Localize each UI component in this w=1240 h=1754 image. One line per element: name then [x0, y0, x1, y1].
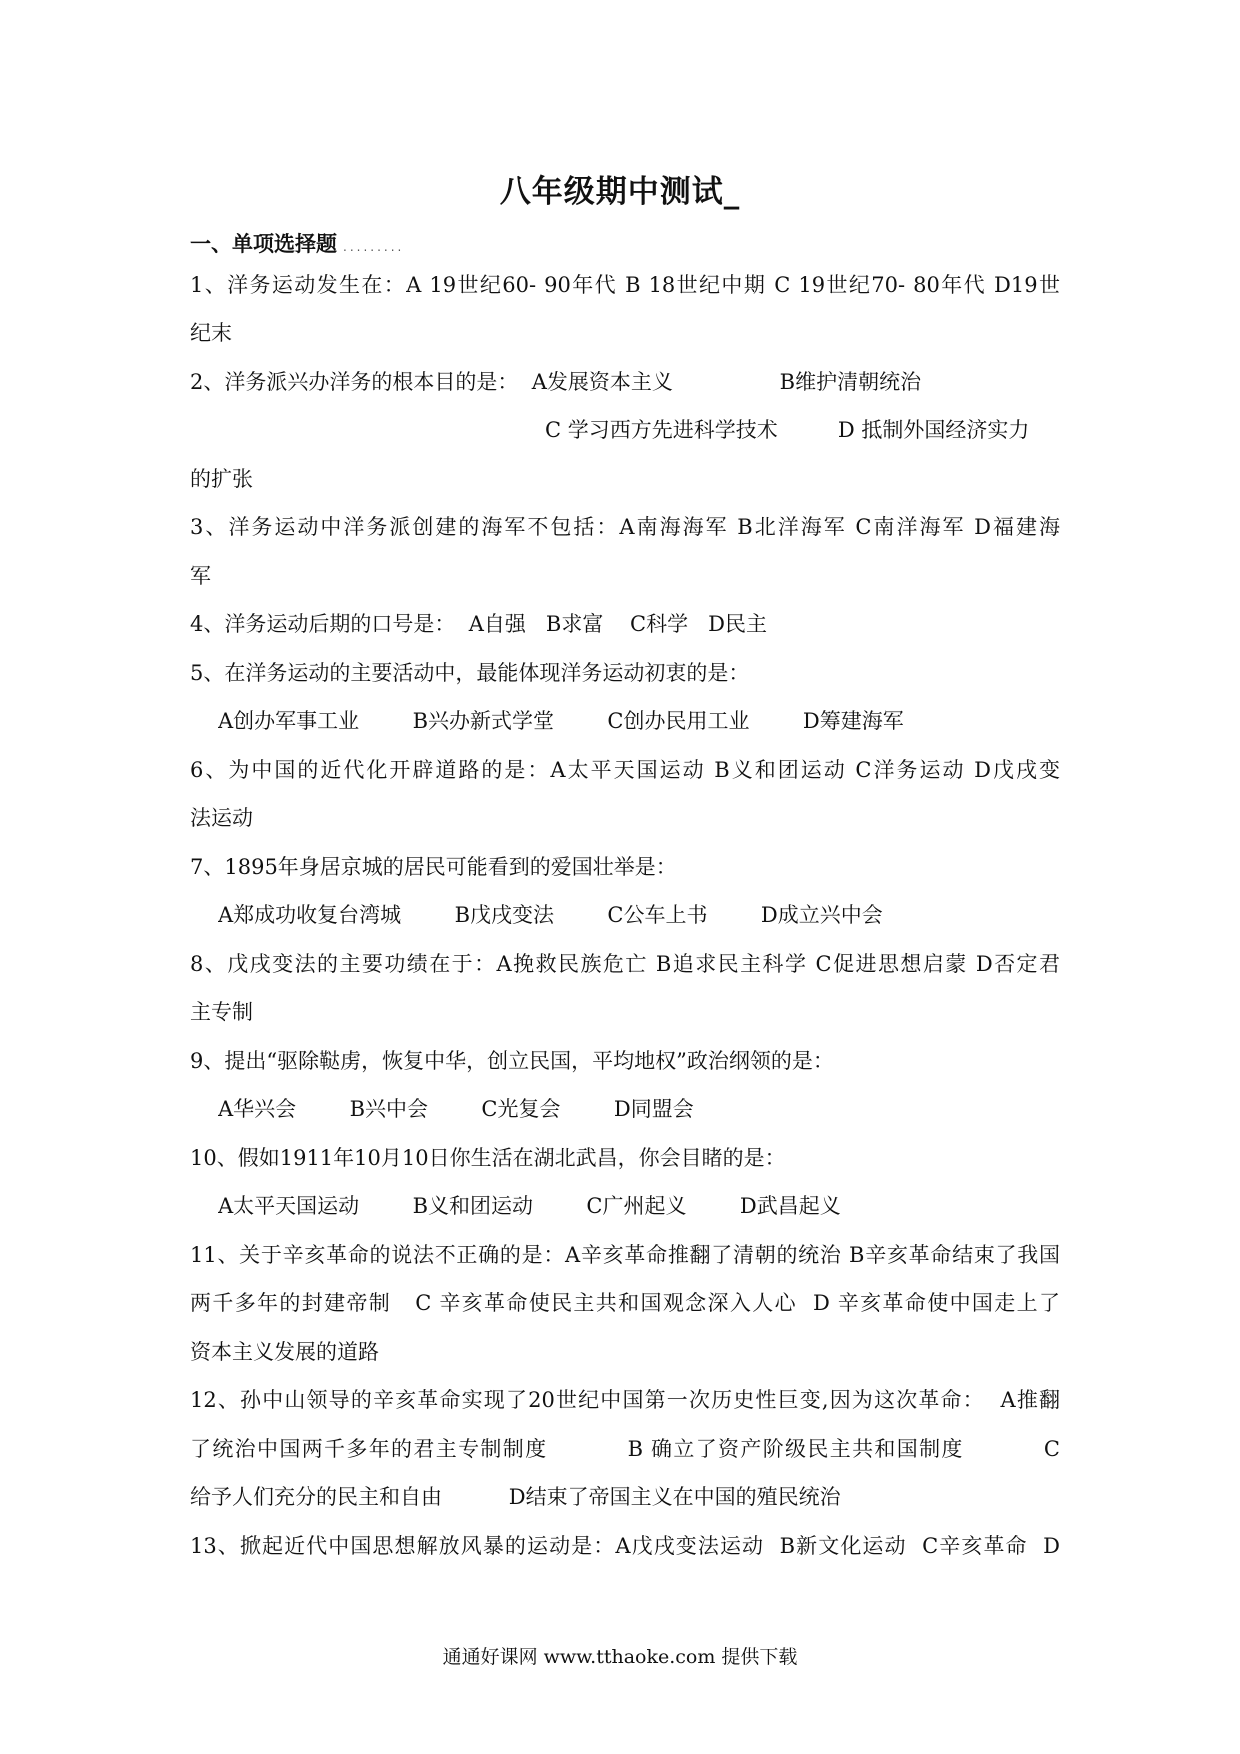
question-13-line-1: 13、掀起近代中国思想解放风暴的运动是：A戊戌变法运动 B新文化运动 C辛亥革命 D — [190, 1534, 1060, 1558]
question-8-line-1: 8、戊戌变法的主要功绩在于：A挽救民族危亡 B追求民主科学 C促进思想启蒙 D否定君 — [190, 952, 1060, 976]
question-11-line-3: 资本主义发展的道路 — [190, 1340, 379, 1364]
question-2-line-3: 的扩张 — [190, 467, 253, 491]
question-2-line-2: C 学习西方先进科学技术 D 抵制外国经济实力 — [545, 418, 1030, 442]
question-5-stem: 5、在洋务运动的主要活动中，最能体现洋务运动初衷的是： — [190, 661, 750, 685]
section-heading — [190, 228, 404, 258]
question-6-line-2: 法运动 — [190, 806, 253, 830]
question-3-line-1: 3、洋务运动中洋务派创建的海军不包括：A南海海军 B北洋海军 C南洋海军 D福建海 — [190, 515, 1060, 539]
page-title: 八年级期中测试_ — [499, 174, 741, 210]
page-footer: 通通好课网 www.tthaoke.com 提供下载 — [442, 1646, 798, 1668]
section-dots: ......... — [343, 240, 405, 254]
question-2-line-1: 2、洋务派兴办洋务的根本目的是： A发展资本主义 B维护清朝统治 — [190, 370, 922, 394]
question-12-line-2: 了统治中国两千多年的君主专制制度 B 确立了资产阶级民主共和国制度 C — [190, 1437, 1060, 1461]
question-3-line-2: 军 — [190, 564, 211, 588]
section-heading-text: 一、单项选择题 — [190, 232, 337, 256]
question-4: 4、洋务运动后期的口号是： A自强 B求富 C科学 D民主 — [190, 612, 767, 636]
question-7-stem: 7、1895年身居京城的居民可能看到的爱国壮举是： — [190, 855, 677, 879]
question-12-line-1: 12、孙中山领导的辛亥革命实现了20世纪中国第一次历史性巨变,因为这次革命： A推翻 — [190, 1388, 1060, 1412]
question-10-options: A太平天国运动 B义和团运动 C广州起义 D武昌起义 — [218, 1194, 841, 1218]
question-5-options: A创办军事工业 B兴办新式学堂 C创办民用工业 D筹建海军 — [218, 709, 904, 733]
question-9-options: A华兴会 B兴中会 C光复会 D同盟会 — [218, 1097, 694, 1121]
question-12-line-3: 给予人们充分的民主和自由 D结束了帝国主义在中国的殖民统治 — [190, 1485, 841, 1509]
question-6-line-1: 6、为中国的近代化开辟道路的是：A太平天国运动 B义和团运动 C洋务运动 D戊戌变 — [190, 758, 1060, 782]
question-8-line-2: 主专制 — [190, 1000, 253, 1024]
question-9-stem: 9、提出“驱除鞑虏，恢复中华，创立民国，平均地权”政治纲领的是： — [190, 1049, 834, 1073]
question-10-stem: 10、假如1911年10月10日你生活在湖北武昌，你会目睹的是： — [190, 1146, 786, 1170]
question-7-options: A郑成功收复台湾城 B戊戌变法 C公车上书 D成立兴中会 — [218, 903, 883, 927]
question-11-line-1: 11、关于辛亥革命的说法不正确的是：A辛亥革命推翻了清朝的统治 B辛亥革命结束了我国 — [190, 1243, 1060, 1267]
question-1-line-2: 纪末 — [190, 321, 232, 345]
question-1-line-1: 1、洋务运动发生在：A 19世纪60- 90年代 B 18世纪中期 C 19世纪70- 80年代 D19世 — [190, 273, 1060, 297]
question-11-line-2: 两千多年的封建帝制 C 辛亥革命使民主共和国观念深入人心 D 辛亥革命使中国走上了 — [190, 1291, 1060, 1315]
